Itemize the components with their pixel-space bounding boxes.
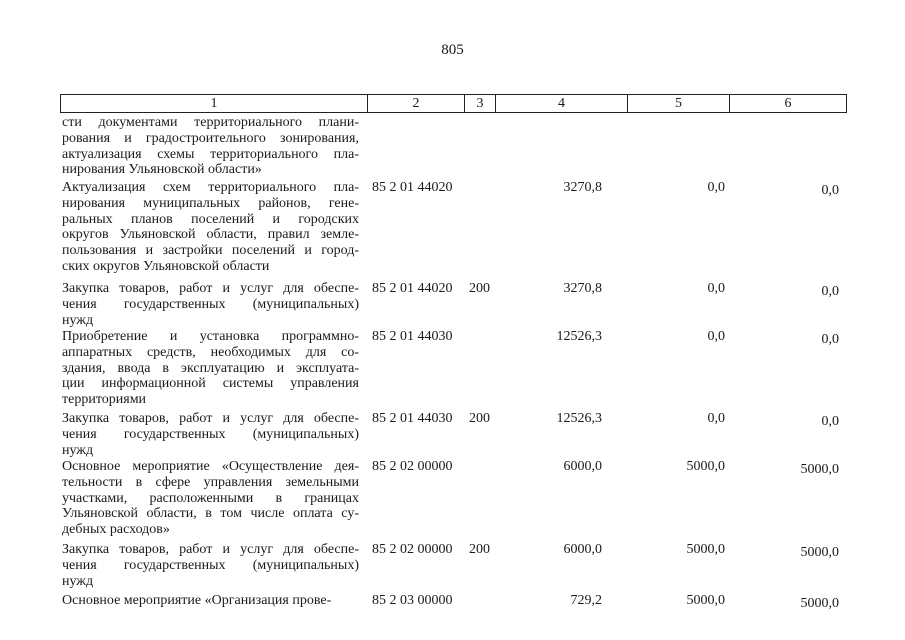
description-line: Ульяновской области, в том числе оплата су-	[62, 506, 359, 522]
row-expense-type: 200	[469, 411, 490, 426]
description-line: рования и градостроительного зонирования,	[62, 130, 359, 146]
row-amount-col5: 0,0	[707, 281, 725, 296]
description-line: Основное мероприятие «Организация прове-	[62, 593, 332, 608]
description-line: Приобретение и установка программно-	[62, 329, 359, 344]
row-description	[62, 593, 359, 609]
row-code: 85 2 01 44030	[372, 411, 453, 426]
page-number: 805	[441, 42, 464, 58]
description-line: ских округов Ульяновской области	[62, 258, 270, 274]
row-amount-col5: 0,0	[707, 329, 725, 344]
description-line: нужд	[62, 312, 94, 328]
row-amount-col5: 5000,0	[686, 459, 725, 474]
description-line: актуализация схемы территориального пла-	[62, 146, 359, 162]
description-line: Закупка товаров, работ и услуг для обеспе-	[62, 542, 359, 557]
row-amount-col4: 3270,8	[563, 180, 602, 195]
description-line: округов Ульяновской области, правил земле-	[62, 227, 359, 243]
description-line: Основное мероприятие «Осуществление дея-	[62, 459, 359, 474]
row-amount-col6: 5000,0	[800, 596, 839, 611]
description-line: участками, расположенными в границах	[62, 490, 359, 506]
row-code: 85 2 01 44030	[372, 329, 453, 344]
description-line: Закупка товаров, работ и услуг для обеспе-	[62, 281, 359, 296]
row-code: 85 2 02 00000	[372, 459, 453, 474]
row-amount-col6: 0,0	[821, 284, 839, 299]
description-line: Актуализация схем территориального пла-	[62, 180, 359, 195]
row-code: 85 2 01 44020	[372, 281, 453, 296]
header-col-6: 6	[784, 96, 792, 111]
row-amount-col4: 12526,3	[556, 329, 602, 344]
row-expense-type: 200	[469, 542, 490, 557]
row-code: 85 2 01 44020	[372, 180, 453, 195]
description-line: ральных планов поселений и городских	[62, 211, 359, 227]
row-amount-col6: 0,0	[821, 414, 839, 429]
row-amount-col5: 5000,0	[686, 593, 725, 608]
header-col-1: 1	[61, 95, 368, 112]
row-amount-col6: 0,0	[821, 183, 839, 198]
row-amount-col4: 6000,0	[563, 542, 602, 557]
row-amount-col5: 0,0	[707, 411, 725, 426]
description-line: нужд	[62, 573, 94, 589]
row-amount-col4: 729,2	[570, 593, 602, 608]
description-line: чения государственных (муниципальных)	[62, 426, 359, 442]
row-amount-col4: 3270,8	[563, 281, 602, 296]
description-line: тельности в сфере управления земельными	[62, 474, 359, 490]
description-line: сти документами территориального плани-	[62, 115, 359, 130]
row-description	[62, 180, 359, 275]
description-line: здания, ввода в эксплуатацию и эксплуата-	[62, 360, 359, 376]
row-amount-col5: 5000,0	[686, 542, 725, 557]
description-line: дебных расходов»	[62, 522, 170, 538]
header-col-2: 2	[368, 95, 465, 112]
row-amount-col4: 12526,3	[556, 411, 602, 426]
row-description	[62, 281, 359, 328]
description-line: нирования Ульяновской области»	[62, 162, 262, 178]
description-line: аппаратных средств, необходимых для со-	[62, 344, 359, 360]
row-description	[62, 411, 359, 458]
row-description	[62, 329, 359, 408]
description-line: Закупка товаров, работ и услуг для обеспе-	[62, 411, 359, 426]
row-description	[62, 459, 359, 538]
row-amount-col5: 0,0	[707, 180, 725, 195]
table-header	[60, 94, 847, 113]
row-amount-col6: 5000,0	[800, 545, 839, 560]
row-description	[62, 115, 359, 178]
description-line: ции информационной системы управления	[62, 376, 359, 392]
row-amount-col6: 0,0	[821, 332, 839, 347]
row-code: 85 2 03 00000	[372, 593, 453, 608]
row-amount-col6: 5000,0	[800, 462, 839, 477]
row-code: 85 2 02 00000	[372, 542, 453, 557]
row-expense-type: 200	[469, 281, 490, 296]
description-line: нужд	[62, 442, 94, 458]
row-amount-col4: 6000,0	[563, 459, 602, 474]
description-line: нирования муниципальных районов, гене-	[62, 195, 359, 211]
description-line: территориями	[62, 392, 147, 408]
description-line: чения государственных (муниципальных)	[62, 296, 359, 312]
description-line: чения государственных (муниципальных)	[62, 557, 359, 573]
header-col-3: 3	[465, 95, 496, 112]
row-description	[62, 542, 359, 589]
description-line: пользования и застройки поселений и город-	[62, 243, 359, 259]
header-col-4: 4	[496, 95, 628, 112]
header-col-5: 5	[628, 95, 730, 112]
